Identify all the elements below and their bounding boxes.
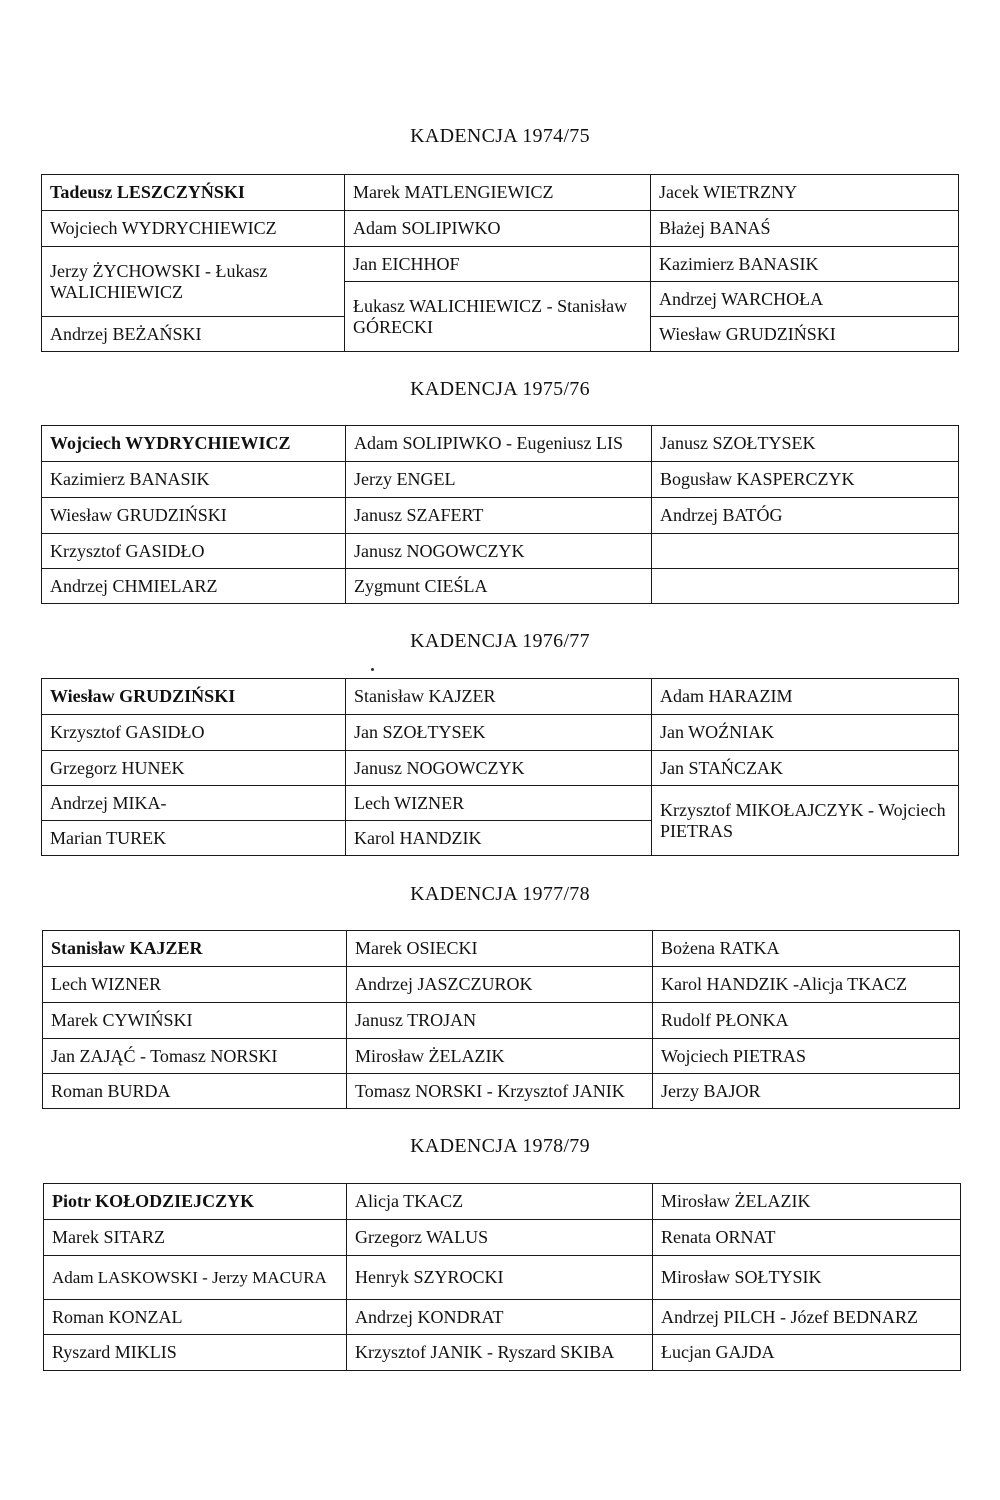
table-cell: Grzegorz HUNEK [42, 751, 346, 786]
kadencja-table [42, 930, 960, 1109]
stray-dot [371, 668, 374, 671]
table-cell: Wiesław GRUDZIŃSKI [42, 679, 346, 715]
table-cell: Andrzej KONDRAT [347, 1300, 653, 1335]
kadencja-table [41, 678, 959, 856]
table-cell: Andrzej CHMIELARZ [42, 569, 346, 604]
table-cell: Jacek WIETRZNY [651, 175, 959, 211]
table-cell: Wojciech PIETRAS [653, 1039, 960, 1074]
table-cell: Krzysztof JANIK - Ryszard SKIBA [347, 1335, 653, 1371]
kadencja-table [43, 1183, 961, 1371]
table-cell: Wojciech WYDRYCHIEWICZ [42, 211, 345, 247]
table-cell: Andrzej BEŻAŃSKI [42, 317, 345, 352]
table-cell: Grzegorz WALUS [347, 1220, 653, 1256]
kadencja-table [41, 425, 959, 604]
section-title: KADENCJA 1978/79 [410, 1135, 590, 1157]
table-cell: Piotr KOŁODZIEJCZYK [44, 1184, 347, 1220]
section-title: KADENCJA 1975/76 [410, 378, 590, 400]
table-cell: Janusz NOGOWCZYK [346, 751, 652, 786]
table-cell: Mirosław SOŁTYSIK [653, 1256, 961, 1300]
table-cell: Ryszard MIKLIS [44, 1335, 347, 1371]
section-title: KADENCJA 1974/75 [410, 125, 590, 147]
table-cell: Marian TUREK [42, 821, 346, 856]
table-cell: Adam HARAZIM [652, 679, 959, 715]
table-cell: Karol HANDZIK [346, 821, 652, 856]
table-cell: Karol HANDZIK -Alicja TKACZ [653, 967, 960, 1003]
table-cell: Bogusław KASPERCZYK [652, 462, 959, 498]
table-cell: Zygmunt CIEŚLA [346, 569, 652, 604]
section-title: KADENCJA 1976/77 [410, 630, 590, 652]
table-cell: Mirosław ŻELAZIK [653, 1184, 961, 1220]
table-cell: Wiesław GRUDZIŃSKI [651, 317, 959, 352]
table-cell: Mirosław ŻELAZIK [347, 1039, 653, 1074]
table-cell: Kazimierz BANASIK [651, 247, 959, 282]
table-cell: Roman BURDA [43, 1074, 347, 1109]
table-cell: Jan STAŃCZAK [652, 751, 959, 786]
table-cell: Krzysztof GASIDŁO [42, 534, 346, 569]
table-cell: Stanisław KAJZER [346, 679, 652, 715]
table-cell: Henryk SZYROCKI [347, 1256, 653, 1300]
table-cell: Janusz TROJAN [347, 1003, 653, 1039]
table-cell: Jan ZAJĄĆ - Tomasz NORSKI [43, 1039, 347, 1074]
table-cell: Jerzy ŻYCHOWSKI - Łukasz WALICHIEWICZ [42, 247, 345, 317]
table-cell: Łucjan GAJDA [653, 1335, 961, 1371]
table-cell: Wiesław GRUDZIŃSKI [42, 498, 346, 534]
table-cell: Tomasz NORSKI - Krzysztof JANIK [347, 1074, 653, 1109]
table-cell: Marek SITARZ [44, 1220, 347, 1256]
table-cell: Andrzej BATÓG [652, 498, 959, 534]
table-cell [652, 534, 959, 569]
table-cell: Jerzy BAJOR [653, 1074, 960, 1109]
table-cell: Bożena RATKA [653, 931, 960, 967]
table-cell: Adam LASKOWSKI - Jerzy MACURA [44, 1256, 347, 1300]
table-cell: Andrzej JASZCZUROK [347, 967, 653, 1003]
table-cell: Renata ORNAT [653, 1220, 961, 1256]
table-cell: Adam SOLIPIWKO [345, 211, 651, 247]
table-cell: Marek CYWIŃSKI [43, 1003, 347, 1039]
table-cell: Błażej BANAŚ [651, 211, 959, 247]
table-cell: Jan EICHHOF [345, 247, 651, 282]
table-cell: Jerzy ENGEL [346, 462, 652, 498]
table-cell: Tadeusz LESZCZYŃSKI [42, 175, 345, 211]
table-cell: Rudolf PŁONKA [653, 1003, 960, 1039]
table-cell: Marek OSIECKI [347, 931, 653, 967]
table-cell: Andrzej WARCHOŁA [651, 282, 959, 317]
table-cell: Lech WIZNER [346, 786, 652, 821]
table-cell [652, 569, 959, 604]
table-cell: Jan SZOŁTYSEK [346, 715, 652, 751]
table-cell: Andrzej MIKA- [42, 786, 346, 821]
table-cell: Marek MATLENGIEWICZ [345, 175, 651, 211]
section-title: KADENCJA 1977/78 [410, 883, 590, 905]
table-cell: Andrzej PILCH - Józef BEDNARZ [653, 1300, 961, 1335]
kadencja-table [41, 174, 959, 352]
table-cell: Adam SOLIPIWKO - Eugeniusz LIS [346, 426, 652, 462]
table-cell: Roman KONZAL [44, 1300, 347, 1335]
table-cell: Lech WIZNER [43, 967, 347, 1003]
table-cell: Łukasz WALICHIEWICZ - Stanisław GÓRECKI [345, 282, 651, 352]
table-cell: Janusz SZAFERT [346, 498, 652, 534]
table-cell: Kazimierz BANASIK [42, 462, 346, 498]
table-cell: Janusz NOGOWCZYK [346, 534, 652, 569]
table-cell: Janusz SZOŁTYSEK [652, 426, 959, 462]
table-cell: Alicja TKACZ [347, 1184, 653, 1220]
table-cell: Krzysztof GASIDŁO [42, 715, 346, 751]
table-cell: Krzysztof MIKOŁAJCZYK - Wojciech PIETRAS [652, 786, 959, 856]
table-cell: Jan WOŹNIAK [652, 715, 959, 751]
table-cell: Wojciech WYDRYCHIEWICZ [42, 426, 346, 462]
table-cell: Stanisław KAJZER [43, 931, 347, 967]
